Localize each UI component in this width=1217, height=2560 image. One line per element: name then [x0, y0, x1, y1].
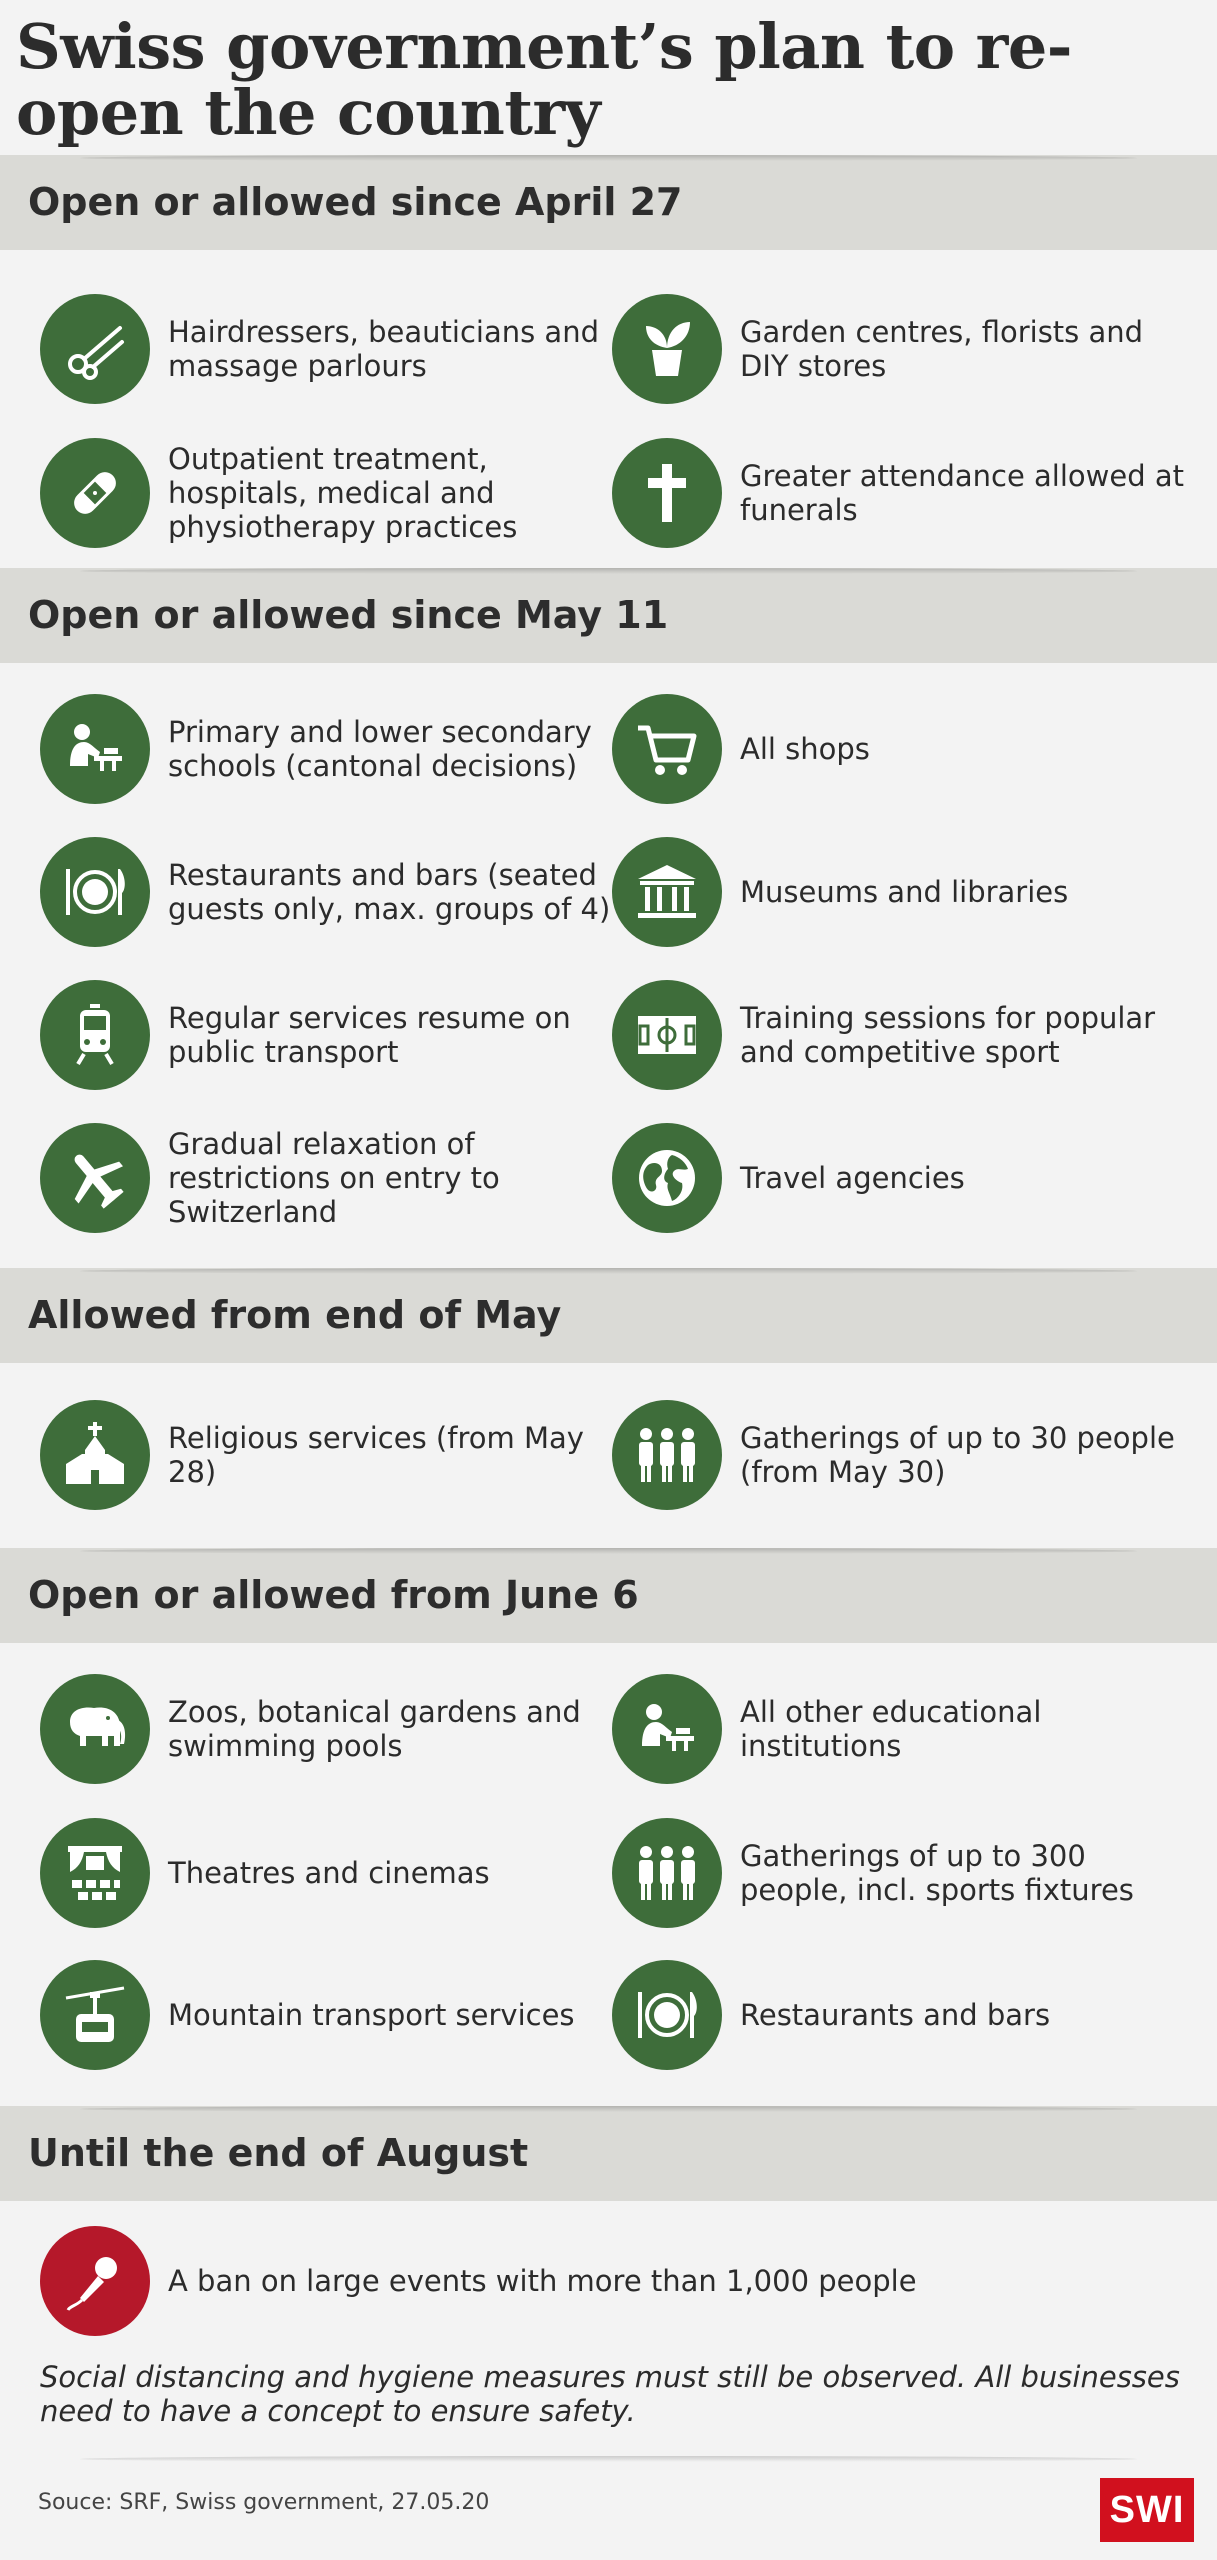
item-label: Museums and libraries: [740, 875, 1069, 909]
item-label: A ban on large events with more than 1,000 people: [168, 2264, 917, 2298]
item-label: Mountain transport services: [168, 1998, 575, 2032]
list-item: [40, 1674, 610, 1786]
theatre-icon: [40, 1818, 150, 1928]
scissors-icon: [40, 294, 150, 404]
item-label: Zoos, botanical gardens and swimming pools: [168, 1695, 581, 1763]
section-header-april-27: [0, 155, 1217, 250]
section-heading: Open or allowed since May 11: [28, 593, 669, 637]
list-item: [612, 1960, 1182, 2072]
section-header-end-of-august: [0, 2106, 1217, 2201]
page-title: Swiss government’s plan to re-open the country: [16, 10, 1073, 149]
item-label: All shops: [740, 732, 870, 766]
list-item: [40, 694, 610, 806]
item-label: Restaurants and bars (seated guests only, max. groups of 4): [168, 858, 611, 926]
group-people-icon: [612, 1818, 722, 1928]
plant-pot-icon: [612, 294, 722, 404]
list-item: [612, 294, 1182, 406]
section-heading: Open or allowed since April 27: [28, 180, 683, 224]
globe-icon: [612, 1123, 722, 1233]
list-item: [612, 1123, 1182, 1235]
list-item: [40, 980, 610, 1092]
list-item: [40, 1400, 610, 1512]
item-label: Restaurants and bars: [740, 1998, 1051, 2032]
item-label: Gatherings of up to 30 people (from May 30): [740, 1421, 1175, 1489]
item-label: Training sessions for popular and competitive sport: [740, 1001, 1156, 1069]
list-item: [40, 2226, 1140, 2338]
shopping-cart-icon: [612, 694, 722, 804]
item-label: Greater attendance allowed at funerals: [740, 459, 1184, 527]
plate-cutlery-icon: [612, 1960, 722, 2070]
airplane-icon: [40, 1123, 150, 1233]
elephant-icon: [40, 1674, 150, 1784]
item-label: Outpatient treatment, hospitals, medical and physiotherapy practices: [168, 442, 518, 544]
section-header-may-11: [0, 568, 1217, 663]
list-item: [612, 1400, 1182, 1512]
museum-icon: [612, 837, 722, 947]
section-heading: Until the end of August: [28, 2131, 529, 2175]
list-item: [40, 1818, 610, 1930]
section-header-end-of-may: [0, 1268, 1217, 1363]
list-item: [40, 1960, 610, 2072]
item-label: Religious services (from May 28): [168, 1421, 584, 1489]
list-item: [40, 1123, 610, 1235]
section-heading: Open or allowed from June 6: [28, 1573, 639, 1617]
footnote: Social distancing and hygiene measures must still be observed. All businesses need to have a concept to ensure safety.: [40, 2360, 1180, 2428]
item-label: Gradual relaxation of restrictions on entry to Switzerland: [168, 1127, 500, 1229]
pupil-desk-icon: [612, 1674, 722, 1784]
item-label: Regular services resume on public transport: [168, 1001, 571, 1069]
source-credit: Souce: SRF, Swiss government, 27.05.20: [38, 2490, 490, 2515]
bandage-icon: [40, 438, 150, 548]
list-item: [612, 837, 1182, 949]
item-label: Travel agencies: [740, 1161, 965, 1195]
list-item: [612, 980, 1182, 1092]
plate-cutlery-icon: [40, 837, 150, 947]
train-icon: [40, 980, 150, 1090]
swi-logo: SWI: [1100, 2478, 1194, 2542]
list-item: [612, 694, 1182, 806]
group-people-icon: [612, 1400, 722, 1510]
list-item: [612, 1818, 1182, 1930]
list-item: [40, 837, 610, 949]
divider: [80, 2456, 1137, 2462]
item-label: Theatres and cinemas: [168, 1856, 490, 1890]
section-header-june-6: [0, 1548, 1217, 1643]
item-label: All other educational institutions: [740, 1695, 1042, 1763]
microphone-icon: [40, 2226, 150, 2336]
list-item: [40, 294, 610, 406]
item-label: Gatherings of up to 300 people, incl. sports fixtures: [740, 1839, 1134, 1907]
item-label: Hairdressers, beauticians and massage parlours: [168, 315, 599, 383]
list-item: [612, 438, 1182, 550]
item-label: Primary and lower secondary schools (cantonal decisions): [168, 715, 592, 783]
item-label: Garden centres, florists and DIY stores: [740, 315, 1144, 383]
pupil-desk-icon: [40, 694, 150, 804]
sports-field-icon: [612, 980, 722, 1090]
cross-icon: [612, 438, 722, 548]
section-heading: Allowed from end of May: [28, 1293, 562, 1337]
church-icon: [40, 1400, 150, 1510]
list-item: [612, 1674, 1182, 1786]
cable-car-icon: [40, 1960, 150, 2070]
list-item: [40, 438, 610, 550]
